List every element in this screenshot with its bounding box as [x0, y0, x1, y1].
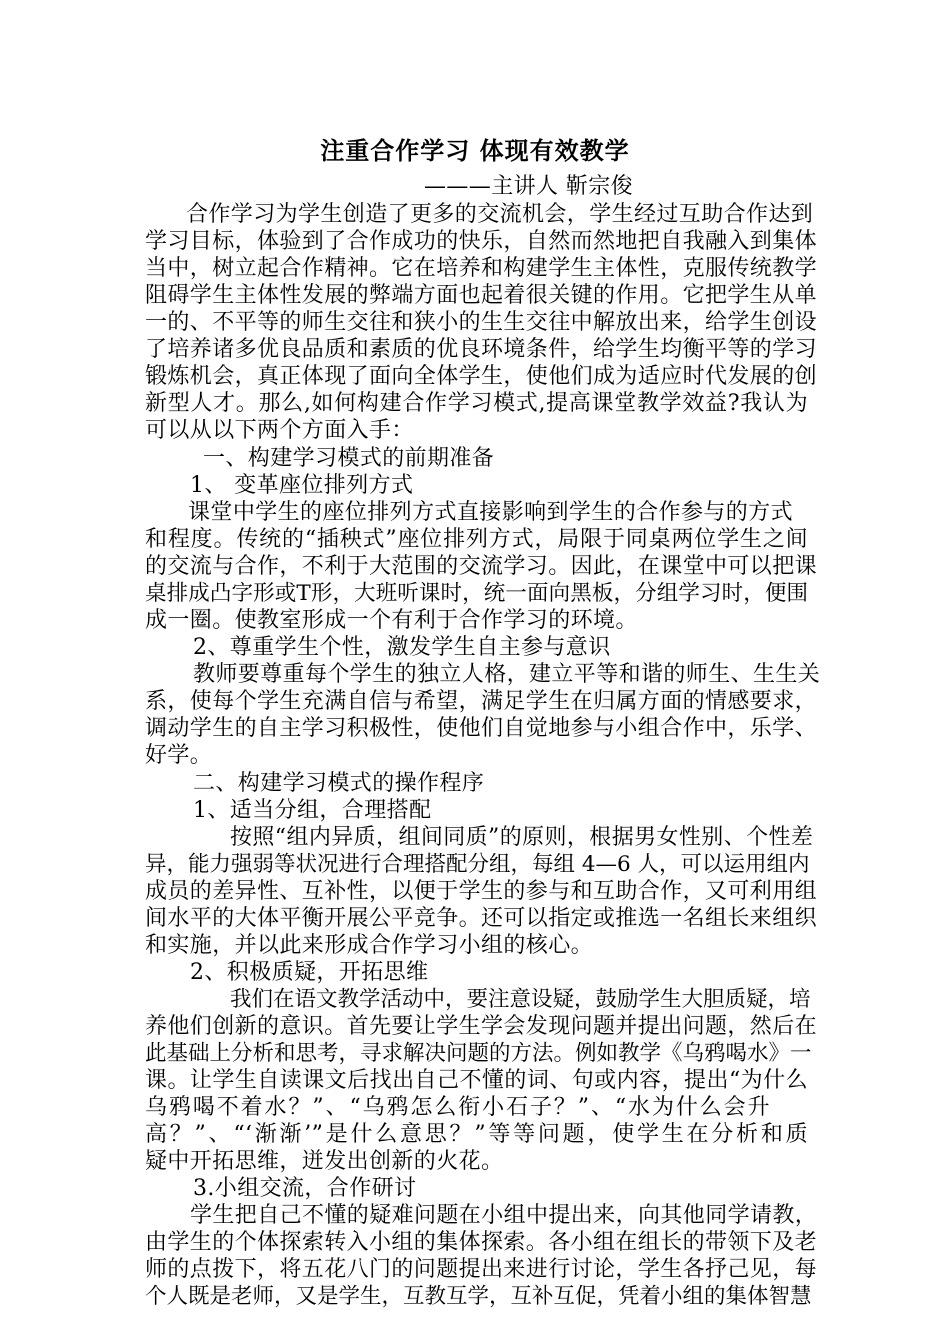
text-line: 系，使每个学生充满自信与希望，满足学生在归属方面的情感要求，	[145, 689, 818, 714]
text-line: 按照“组内异质，组间同质”的原则，根据男女性别、个性差	[230, 825, 814, 850]
subsection-heading: 1、适当分组，合理搭配	[193, 798, 432, 823]
text-line: 养他们创新的意识。首先要让学生学会发现问题并提出问题，然后在	[145, 1014, 818, 1039]
text-line: 此基础上分析和思考，寻求解决问题的方法。例如教学《乌鸦喝水》一	[145, 1041, 812, 1066]
subsection-heading: 1、 变革座位排列方式	[190, 473, 414, 498]
text-line: 和实施，并以此来形成合作学习小组的核心。	[145, 933, 594, 958]
text-line: 好学。	[145, 743, 213, 768]
text-line: 乌鸦喝不着水？”、“乌鸦怎么衔小石子？”、“水为什么会升	[145, 1095, 770, 1120]
text-line: 高？”、“‘渐渐’”是什么意思？”等等问题，使学生在分析和质	[145, 1122, 808, 1147]
text-line: 调动学生的自主学习积极性，使他们自觉地参与小组合作中，乐学、	[145, 716, 818, 741]
subsection-heading: 2、尊重学生个性，激发学生自主参与意识	[193, 635, 611, 660]
subsection-heading: 2、积极质疑，开拓思维	[190, 960, 429, 985]
text-line: 成员的差异性、互补性，以便于学生的参与和互助合作，又可利用组	[145, 879, 818, 904]
text-line: 间水平的大体平衡开展公平竞争。还可以指定或推选一名组长来组织	[145, 906, 818, 931]
text-line: 阻碍学生主体性发展的弊端方面也起着很关键的作用。它把学生从单	[145, 283, 818, 308]
text-line: 疑中开拓思维，迸发出创新的火花。	[145, 1149, 504, 1174]
text-line: 课。让学生自读课文后找出自己不懂的词、句或内容，提出“为什么	[145, 1068, 808, 1093]
text-line: 了培养诸多优良品质和素质的优良环境条件，给学生均衡平等的学习	[145, 337, 818, 362]
text-line: 课堂中学生的座位排列方式直接影响到学生的合作参与的方式	[188, 500, 793, 525]
section-heading: 一、构建学习模式的前期准备	[203, 446, 495, 471]
subsection-heading: 3.小组交流，合作研讨	[193, 1176, 417, 1201]
text-line: 我们在语文教学活动中，要注意设疑，鼓励学生大胆质疑，培	[230, 987, 811, 1012]
text-line: 师的点拨下，将五花八门的问题提出来进行讨论，学生各抒己见，每	[145, 1257, 818, 1282]
text-line: 的交流与合作，不利于大范围的交流学习。因此，在课堂中可以把课	[145, 554, 818, 579]
text-line: 学习目标，体验到了合作成功的快乐，自然而然地把自我融入到集体	[145, 229, 818, 254]
text-line: 学生把自己不懂的疑难问题在小组中提出来，向其他同学请教，	[190, 1203, 818, 1228]
text-line: 新型人才。那么,如何构建合作学习模式,提高课堂教学效益?我认为	[145, 391, 808, 416]
text-line: 合作学习为学生创造了更多的交流机会，学生经过互助合作达到	[186, 202, 814, 227]
text-line: 一的、不平等的师生交往和狭小的生生交往中解放出来，给学生创设	[145, 310, 818, 335]
text-line: 可以从以下两个方面入手：	[145, 418, 414, 443]
text-line: 由学生的个体探索转入小组的集体探索。各小组在组长的带领下及老	[145, 1230, 818, 1255]
section-heading: 二、构建学习模式的操作程序	[193, 771, 485, 796]
byline: ———主讲人 靳宗俊	[424, 174, 633, 199]
text-line: 异，能力强弱等状况进行合理搭配分组，每组 4—6 人，可以运用组内	[145, 852, 810, 877]
text-line: 成一圈。使教室形成一个有利于合作学习的环境。	[145, 608, 638, 633]
text-line: 个人既是老师，又是学生，互教互学，互补互促，凭着小组的集体智慧	[145, 1284, 812, 1309]
text-line: 当中，树立起合作精神。它在培养和构建学生主体性，克服传统教学	[145, 256, 818, 281]
text-line: 教师要尊重每个学生的独立人格，建立平等和谐的师生、生生关	[193, 662, 821, 687]
text-line: 桌排成凸字形或T形，大班听课时，统一面向黑板，分组学习时，便围	[145, 581, 808, 606]
text-line: 锻炼机会，真正体现了面向全体学生，使他们成为适应时代发展的创	[145, 364, 818, 389]
text-line: 和程度。传统的“插秧式”座位排列方式，局限于同桌两位学生之间	[145, 527, 808, 552]
document-title: 注重合作学习 体现有效教学	[320, 137, 630, 165]
